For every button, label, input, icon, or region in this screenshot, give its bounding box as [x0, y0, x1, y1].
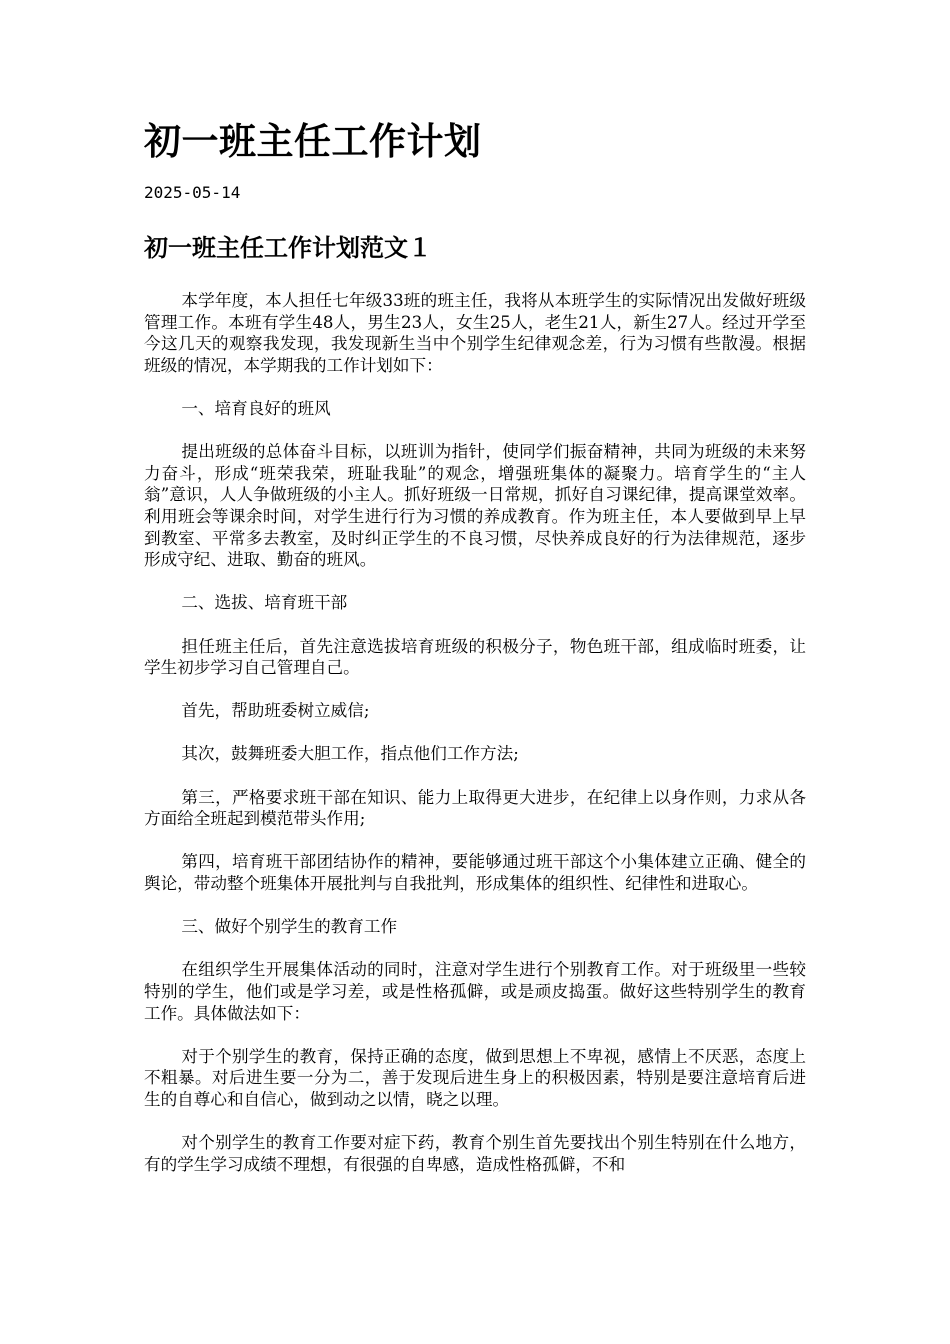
paragraph-class-spirit: 提出班级的总体奋斗目标，以班训为指针，使同学们振奋精神，共同为班级的未来努力奋斗，形成“班荣我荣，班耻我耻”的观念，增强班集体的凝聚力。培育学生的“主人翁”意识，人人争做班级的小主人。抓好班级一日常规，抓好自习课纪律，提高课堂效率。利用班会等课余时间，对学生进行行为习惯的养成教育。作为班主任，本人要做到早上早到教室、平常多去教室，及时纠正学生的不良习惯，尽快养成良好的行为法律规范，逐步形成守纪、进取、勤奋的班风。 — [144, 442, 806, 570]
paragraph-intro: 本学年度，本人担任七年级33班的班主任，我将从本班学生的实际情况出发做好班级管理工作。本班有学生48人，男生23人，女生25人，老生21人，新生27人。经过开学至今这几天的观察我发现，我发现新生当中个别学生纪律观念差，行为习惯有些散漫。根据班级的情况，本学期我的工作计划如下： — [144, 291, 806, 375]
paragraph-cadres-selection: 担任班主任后，首先注意选拔培育班级的积极分子，物色班干部，组成临时班委，让学生初步学习自己管理自己。 — [144, 636, 806, 678]
document-title: 初一班主任工作计划 — [144, 119, 482, 163]
document-date: 2025-05-14 — [144, 183, 241, 202]
heading-class-cadres: 二、选拔、培育班干部 — [181, 593, 348, 613]
paragraph-individual-attitude: 对于个别学生的教育，保持正确的态度，做到思想上不卑视，感情上不厌恶，态度上不粗暴。对后进生要一分为二，善于发现后进生身上的积极因素，特别是要注意培育后进生的自尊心和自信心，做到动之以情，晓之以理。 — [144, 1046, 806, 1109]
paragraph-cadres-third: 第三，严格要求班干部在知识、能力上取得更大进步，在纪律上以身作则，力求从各方面给全班起到模范带头作用; — [144, 787, 806, 829]
paragraph-cadres-fourth: 第四，培育班干部团结协作的精神，要能够通过班干部这个小集体建立正确、健全的舆论，带动整个班集体开展批判与自我批判，形成集体的组织性、纪律性和进取心。 — [144, 852, 806, 894]
paragraph-cadres-second: 其次，鼓舞班委大胆工作，指点他们工作方法; — [181, 744, 519, 764]
paragraph-cadres-first: 首先，帮助班委树立威信; — [181, 701, 370, 721]
heading-individual-students: 三、做好个别学生的教育工作 — [181, 917, 398, 937]
paragraph-individual-method: 对个别学生的教育工作要对症下药，教育个别生首先要找出个别生特别在什么地方，有的学生学习成绩不理想，有很强的自卑感，造成性格孤僻，不和 — [144, 1133, 806, 1174]
paragraph-individual-intro: 在组织学生开展集体活动的同时，注意对学生进行个别教育工作。对于班级里一些较特别的学生，他们或是学习差，或是性格孤僻，或是顽皮捣蛋。做好这些特别学生的教育工作。具体做法如下： — [144, 960, 806, 1023]
section-title: 初一班主任工作计划范文１ — [144, 233, 432, 262]
heading-class-spirit: 一、培育良好的班风 — [181, 398, 331, 418]
document-page — [144, 112, 806, 1175]
